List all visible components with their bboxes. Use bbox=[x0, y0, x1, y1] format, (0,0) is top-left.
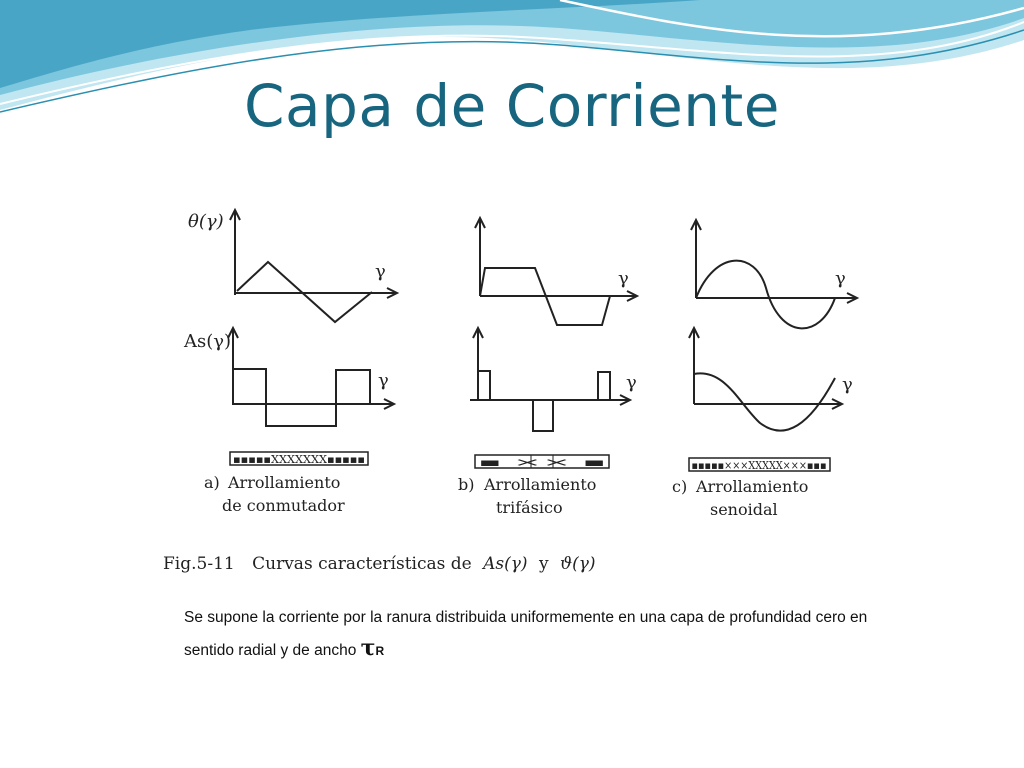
panel-c-As-gamma-label: γ bbox=[842, 374, 853, 395]
panel-a-strip-pattern: ▪▪▪▪▪XXXXXXX▪▪▪▪▪ bbox=[233, 453, 365, 466]
figure-caption-and: y bbox=[538, 554, 549, 574]
panel-a-As-gamma-label: γ bbox=[378, 370, 389, 391]
panel-c-As-plot bbox=[689, 328, 842, 431]
panel-c-theta-gamma-label: γ bbox=[835, 268, 846, 289]
panel-b-caption-line1: Arrollamiento bbox=[484, 475, 597, 494]
As-axis-label: As(γ) bbox=[184, 331, 232, 352]
tau-subscript: R bbox=[375, 644, 385, 658]
panel-c-slot-strip bbox=[689, 458, 830, 472]
panel-b-caption-line2: trifásico bbox=[496, 498, 563, 517]
panel-b-letter: b) bbox=[458, 475, 475, 494]
panel-a-As-plot bbox=[228, 328, 394, 426]
panel-c-letter: c) bbox=[672, 477, 688, 496]
panel-a-caption-line1: Arrollamiento bbox=[228, 473, 341, 492]
figure-caption-var2: ϑ(γ) bbox=[559, 554, 596, 574]
panel-a-theta-plot bbox=[230, 210, 397, 322]
panel-b-strip-pattern: ▪ ×× ▪ bbox=[478, 456, 606, 469]
body-text bbox=[184, 603, 884, 666]
panel-a-theta-gamma-label: γ bbox=[375, 261, 386, 282]
figure-caption bbox=[163, 554, 596, 574]
tau-symbol: τ bbox=[360, 635, 376, 661]
characteristic-curves-figure bbox=[140, 180, 870, 590]
body-text-content: Se supone la corriente por la ranura distribuida uniformemente en una capa de profundidad cero en sentido radial y de ancho bbox=[184, 609, 868, 659]
panel-c-strip-pattern: ▪▪▪▪▪×××XXXXX×××▪▪▪ bbox=[691, 459, 827, 472]
theta-axis-label: θ(γ) bbox=[188, 211, 224, 232]
panel-b-theta-gamma-label: γ bbox=[618, 268, 629, 289]
panel-b-slot-strip bbox=[475, 455, 609, 469]
figure-caption-text: Curvas características de bbox=[252, 554, 472, 574]
panel-b-As-gamma-label: γ bbox=[626, 372, 637, 393]
panel-c-theta-plot bbox=[691, 220, 857, 328]
figure-number: Fig.5-11 bbox=[163, 554, 235, 574]
panel-c-theta-curve bbox=[696, 261, 835, 329]
panel-a-slot-strip bbox=[230, 452, 368, 466]
panel-c-caption-line1: Arrollamiento bbox=[696, 477, 809, 496]
panel-b-theta-plot bbox=[475, 218, 637, 325]
panel-a-caption-line2: de conmutador bbox=[222, 496, 345, 515]
panel-a-letter: a) bbox=[204, 473, 220, 492]
slide-title: Capa de Corriente bbox=[244, 72, 780, 140]
panel-a-As-curve bbox=[233, 369, 370, 426]
panel-b-As-plot bbox=[470, 328, 630, 431]
figure-caption-var1: As(γ) bbox=[483, 554, 528, 574]
panel-c-As-curve bbox=[694, 373, 835, 430]
panel-c-caption-line2: senoidal bbox=[710, 500, 778, 519]
